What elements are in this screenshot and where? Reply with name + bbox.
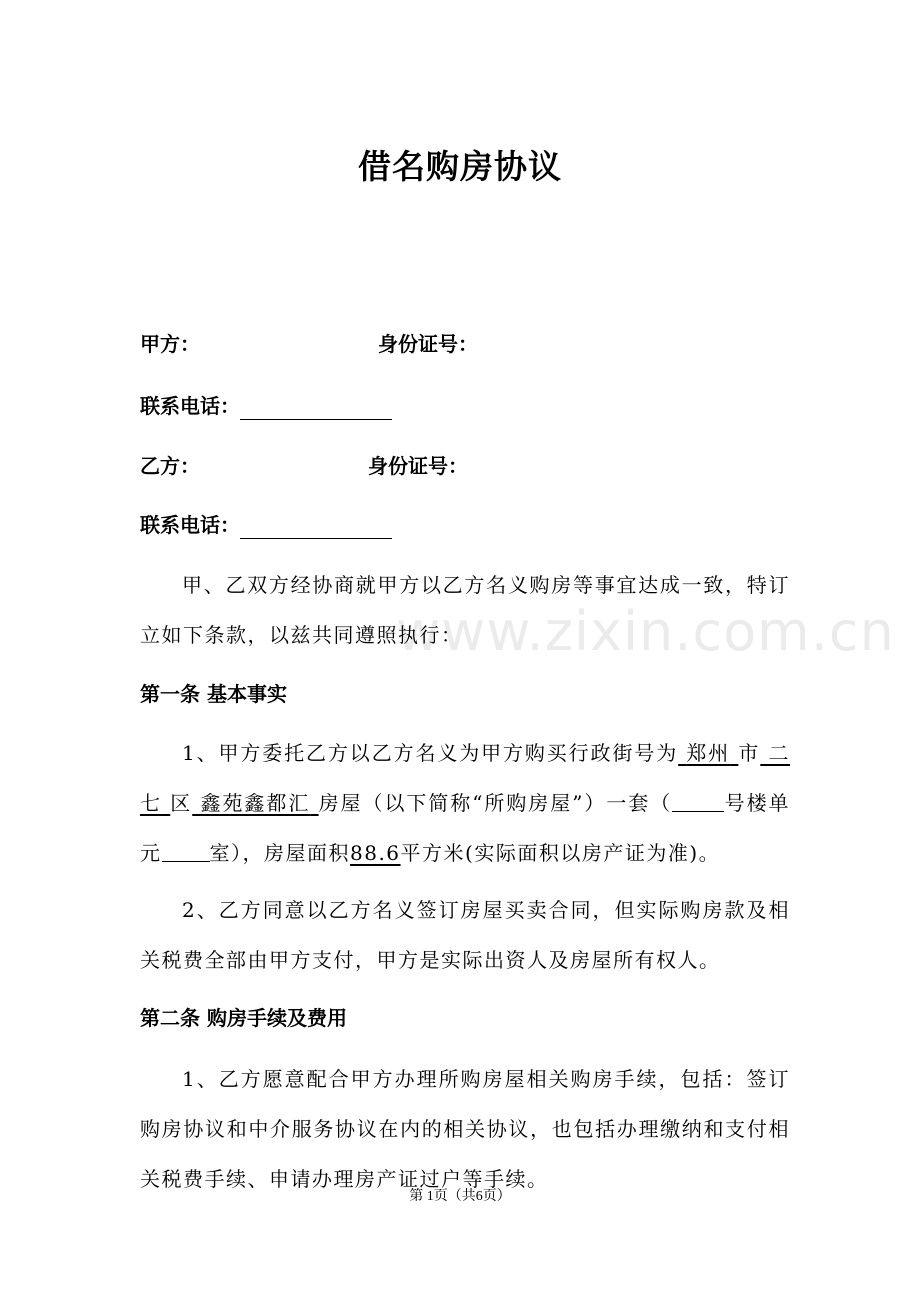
party-a-id-label: 身份证号： (378, 332, 478, 356)
estate-field: 鑫苑鑫都汇 (200, 791, 311, 815)
article-1-clause-2: 2、乙方同意以乙方名义签订房屋买卖合同，但实际购房款及相关税费全部由甲方支付，甲方是实际出资人及房屋所有权人。 (140, 898, 790, 972)
party-a-phone-label: 联系电话： (140, 394, 240, 418)
watermark: www.zixin.com.cn (396, 600, 895, 663)
party-b-phone-label: 联系电话： (140, 513, 240, 537)
article-2-heading: 第二条 购房手续及费用 (140, 1006, 347, 1030)
party-a-phone-row (140, 392, 392, 420)
area-field: 88.6 (350, 841, 401, 865)
intro-paragraph: 甲、乙双方经协商就甲方以乙方名义购房等事宜达成一致，特订立如下条款，以兹共同遵照执行： (140, 573, 790, 647)
city-field: 郑州 (686, 741, 731, 765)
document-title: 借名购房协议 (358, 147, 562, 186)
page-footer: 第 1页（共6页） (409, 1189, 511, 1204)
article-2-clause-1: 1、乙方愿意配合甲方办理所购房屋相关购房手续，包括：签订购房协议和中介服务协议在内的相关协议，也包括办理缴纳和支付相关税费手续、申请办理房产证过户等手续。 (140, 1067, 790, 1191)
party-b-id-label: 身份证号： (368, 454, 468, 478)
party-a-phone-blank (240, 395, 392, 420)
building-blank (672, 789, 724, 812)
party-a-label: 甲方： (140, 332, 200, 356)
party-b-label: 乙方： (140, 454, 200, 478)
article-1-heading: 第一条 基本事实 (140, 682, 287, 706)
party-b-phone-row (140, 511, 392, 539)
room-blank (162, 839, 210, 862)
district-field: 二七 (140, 741, 791, 815)
article-1-clause-1: 1、甲方委托乙方以乙方名义为甲方购买行政街号为 郑州 市 二七 区 鑫苑鑫都汇 房屋（以下简称“所购房屋”）一套（ 号楼单元 室），房屋面积88.6平方米(实际面积以房产证为准)。 (140, 741, 791, 865)
party-b-phone-blank (240, 514, 392, 539)
